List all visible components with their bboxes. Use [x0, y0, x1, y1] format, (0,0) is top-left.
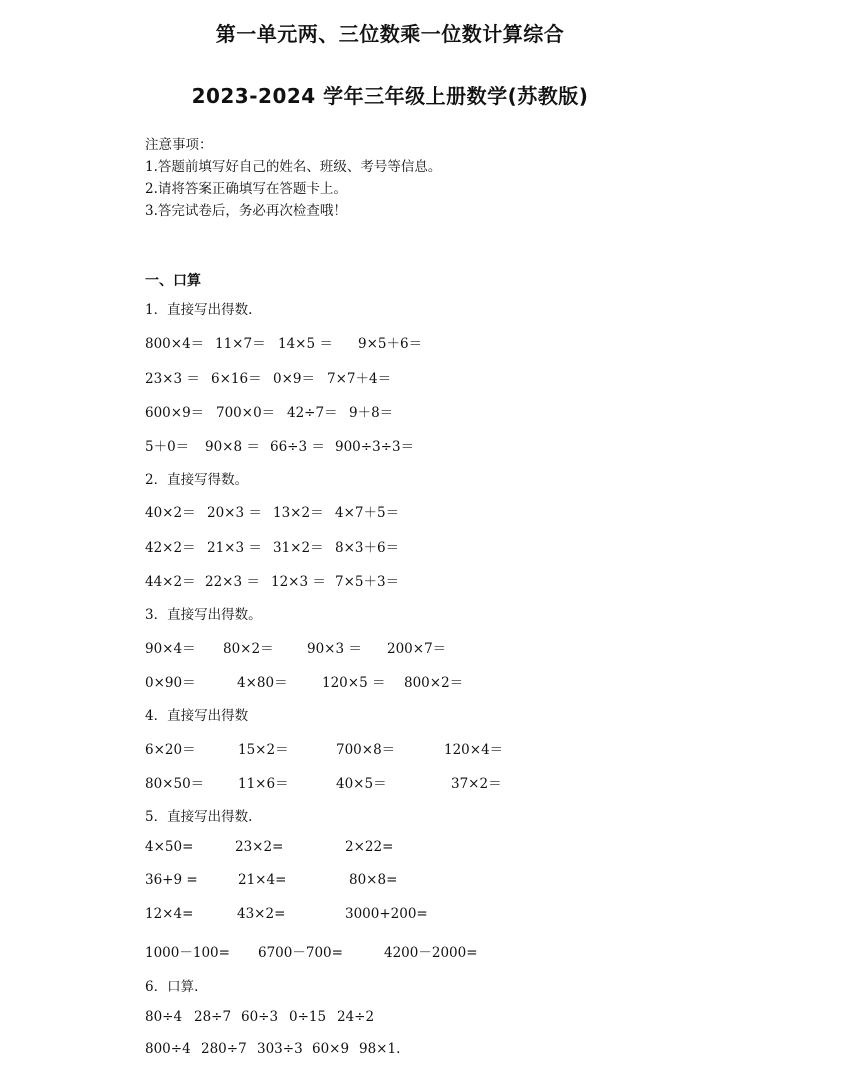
- problem: 6×20＝: [145, 742, 196, 758]
- problem: 6700－700=: [258, 945, 343, 961]
- problem: 80÷4: [145, 1009, 183, 1025]
- problem: 40×5＝: [336, 776, 387, 792]
- problem: 23×2=: [235, 839, 284, 855]
- problem: 200×7＝: [387, 641, 447, 657]
- problem: 98×1.: [359, 1041, 401, 1057]
- problem: 40×2＝: [145, 505, 196, 521]
- question-label: 2．直接写得数。: [145, 472, 249, 488]
- problem: 21×3 ＝: [207, 540, 262, 556]
- problem: 13×2＝: [273, 505, 324, 521]
- problem: 14×5 ＝: [278, 336, 333, 352]
- problem: 42÷7＝: [287, 405, 338, 421]
- problem: 28÷7: [194, 1009, 232, 1025]
- question-label: 5．直接写出得数.: [145, 809, 253, 825]
- problem: 6×16＝: [211, 371, 262, 387]
- problem: 9×5＋6＝: [358, 336, 423, 352]
- problem: 44×2＝: [145, 574, 196, 590]
- title-line-2: 2023-2024 学年三年级上册数学(苏教版): [191, 84, 589, 108]
- problem: 280÷7: [201, 1041, 247, 1057]
- problem: 4×7＋5＝: [335, 505, 400, 521]
- problem: 4200－2000=: [384, 945, 478, 961]
- problem: 37×2＝: [451, 776, 502, 792]
- problem: 60×9: [312, 1041, 350, 1057]
- problem: 11×6＝: [238, 776, 289, 792]
- problem: 12×3 ＝: [271, 574, 326, 590]
- section-heading: 一、口算: [145, 273, 201, 289]
- problem: 5＋0＝: [145, 439, 190, 455]
- notice-item: 1.答题前填写好自己的姓名、班级、考号等信息。: [145, 159, 442, 175]
- problem: 15×2＝: [238, 742, 289, 758]
- problem: 800×2＝: [404, 675, 464, 691]
- problem: 4×80＝: [237, 675, 288, 691]
- problem: 600×9＝: [145, 405, 205, 421]
- problem: 120×5 ＝: [322, 675, 386, 691]
- problem: 0×90＝: [145, 675, 196, 691]
- problem: 21×4=: [238, 872, 287, 888]
- problem: 800÷4: [145, 1041, 191, 1057]
- problem: 1000－100=: [145, 945, 230, 961]
- problem: 80×50＝: [145, 776, 205, 792]
- question-label: 4．直接写出得数: [145, 708, 249, 724]
- problem: 22×3 ＝: [205, 574, 260, 590]
- problem: 80×8=: [349, 872, 398, 888]
- problem: 700×8＝: [336, 742, 396, 758]
- problem: 80×2＝: [223, 641, 274, 657]
- problem: 42×2＝: [145, 540, 196, 556]
- problem: 66÷3 ＝: [270, 439, 325, 455]
- notice-heading: 注意事项：: [145, 137, 213, 153]
- problem: 36+9 =: [145, 872, 198, 888]
- problem: 8×3＋6＝: [335, 540, 400, 556]
- notice-item: 3.答完试卷后，务必再次检查哦！: [145, 203, 347, 219]
- problem: 11×7＝: [215, 336, 266, 352]
- problem: 12×4=: [145, 906, 194, 922]
- problem: 120×4＝: [444, 742, 504, 758]
- problem: 4×50=: [145, 839, 194, 855]
- problem: 7×5＋3＝: [335, 574, 400, 590]
- problem: 900÷3÷3＝: [335, 439, 415, 455]
- problem: 2×22=: [345, 839, 394, 855]
- title-line-1: 第一单元两、三位数乘一位数计算综合: [215, 22, 565, 46]
- problem: 60÷3: [241, 1009, 279, 1025]
- question-label: 1．直接写出得数.: [145, 302, 253, 318]
- problem: 3000+200=: [345, 906, 428, 922]
- problem: 9＋8＝: [349, 405, 394, 421]
- notice-item: 2.请将答案正确填写在答题卡上。: [145, 181, 347, 197]
- question-label: 3．直接写出得数。: [145, 607, 262, 623]
- problem: 0×9＝: [273, 371, 315, 387]
- problem: 7×7＋4＝: [327, 371, 392, 387]
- problem: 23×3 ＝: [145, 371, 200, 387]
- problem: 24÷2: [337, 1009, 375, 1025]
- problem: 90×4＝: [145, 641, 196, 657]
- problem: 90×8 ＝: [205, 439, 260, 455]
- problem: 0÷15: [289, 1009, 327, 1025]
- problem: 700×0＝: [216, 405, 276, 421]
- problem: 303÷3: [257, 1041, 303, 1057]
- question-label: 6．口算.: [145, 979, 199, 995]
- problem: 20×3 ＝: [207, 505, 262, 521]
- problem: 43×2=: [237, 906, 286, 922]
- problem: 90×3 ＝: [307, 641, 362, 657]
- problem: 800×4＝: [145, 336, 205, 352]
- notice-block: [145, 134, 441, 222]
- problem: 31×2＝: [273, 540, 324, 556]
